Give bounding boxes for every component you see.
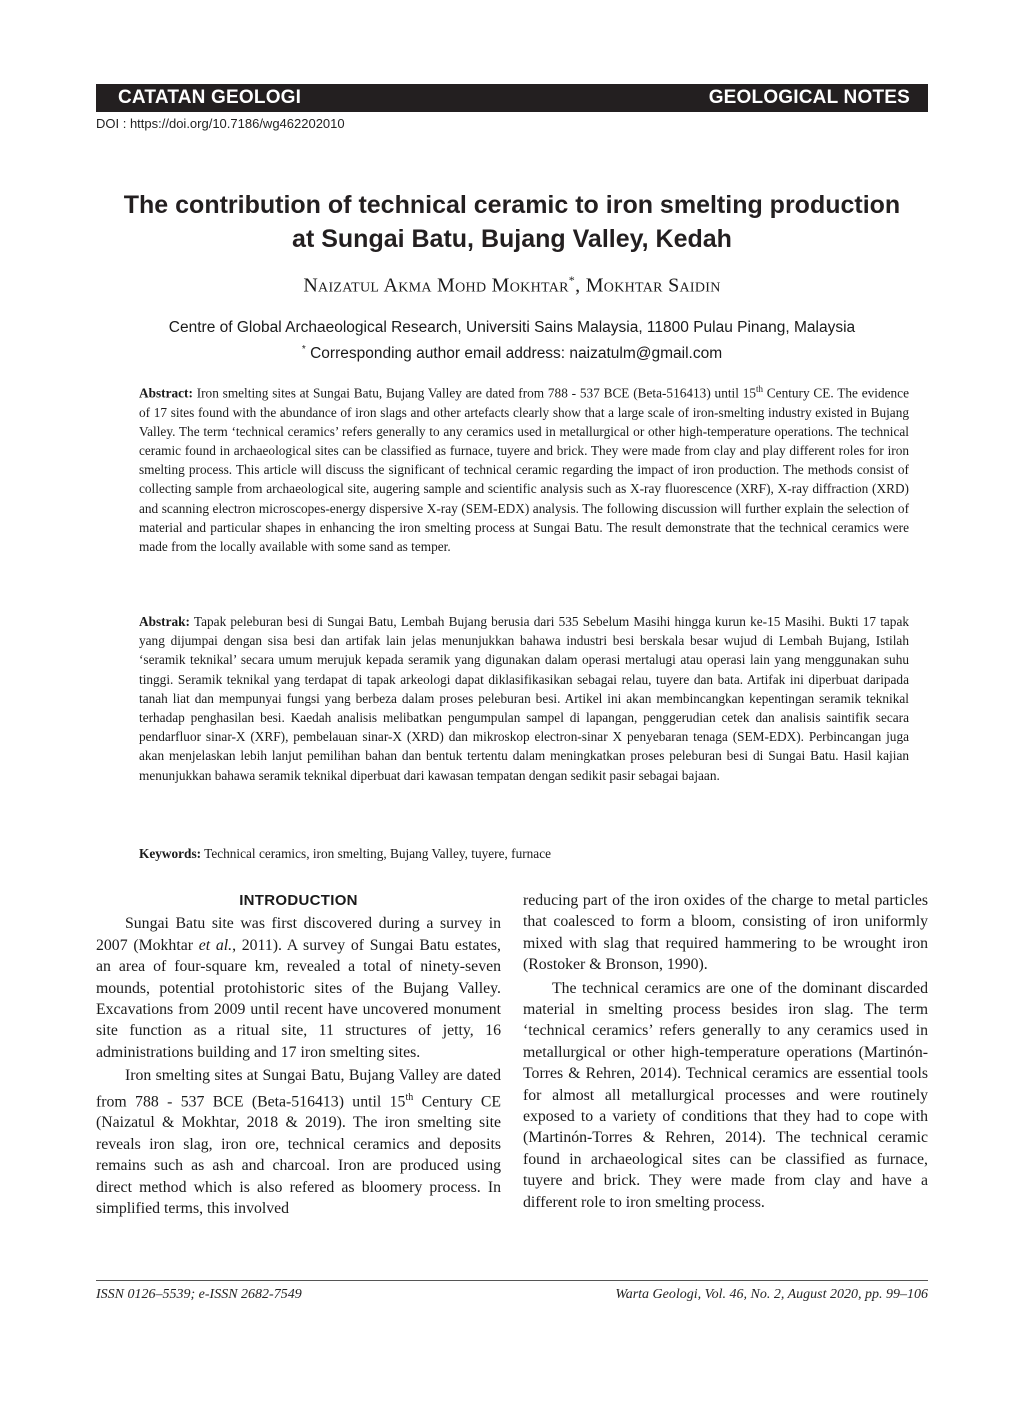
abstract-text-b: Century CE. The evidence of 17 sites found with the abundance of iron slags and other artefacts clearly show that a large scale of iron-smelting industry existed in Bujang Valley. The term ‘technical ceramics’ refers generally to any ceramics used in metallurgical or other high-temperature operations. The technical ceramic found in archaeological sites can be classified as furnace, tuyere and brick. They were made from clay and play different roles for iron smelting process. This article will discuss the significant of technical ceramic regarding the impact of iron production. The methods consist of collecting sample from archaeological site, augering sample and scientific analysis such as X-ray fluorescence (XRF), X-ray diffraction (XRD) and scanning electron microscopes-energy dispersive X-ray (SEM-EDX) analysis. The following discussion will further explain the selection of material and particular shapes in enhancing the iron smelting process at Sungai Batu. The result demonstrate that the technical ceramics were made from the locally available with some sand as temper. (139, 385, 909, 555)
keywords-text: Technical ceramics, iron smelting, Bujang Valley, tuyere, furnace (201, 846, 552, 861)
abstract-label: Abstract: (139, 385, 193, 401)
paragraph-text: Century CE (Naizatul & Mokhtar, 2018 & 2019). The iron smelting site reveals iron slag, iron ore, technical ceramics and deposits remains such as ash and charcoal. Iron are produced using direct method which is also refered as bloomery process. In simplified terms, this involved (96, 1092, 502, 1217)
journal-section-header (96, 84, 928, 112)
ordinal-sup: th (405, 1091, 414, 1103)
header-right-label: GEOLOGICAL NOTES (708, 87, 910, 108)
title-line-1: The contribution of technical ceramic to iron smelting production (123, 191, 901, 219)
corresponding-email: Corresponding author email address: naizatulm@gmail.com (305, 345, 723, 363)
header-left-label: CATATAN GEOLOGI (118, 87, 302, 108)
author-separator: , (575, 274, 586, 297)
paragraph (96, 913, 501, 1063)
paragraph-text: , 2011). A survey of Sungai Batu estates, an area of four-square km, revealed a total of ninety-seven mounds, potential protohistoric sites of the Bujang Valley. Excavations from 2009 until recent have uncovered monument site function as a ritual site, 11 structures of jetty, 16 administrations building and 17 iron smelting sites. (96, 936, 501, 1061)
affiliation-mark: * (301, 344, 306, 355)
corresponding-email-line (96, 339, 928, 365)
abstract-malay (139, 612, 909, 785)
affiliation (96, 317, 928, 365)
abstrak-label: Abstrak: (139, 614, 190, 629)
author-2: Mokhtar Saidin (585, 274, 721, 297)
footer-citation: Warta Geologi, Vol. 46, No. 2, August 2020, pp. 99–106 (615, 1287, 928, 1302)
paragraph: The technical ceramics are one of the dominant discarded material in smelting process besides iron slag. The term ‘technical ceramics’ refers generally to any ceramics used in metallurgical or other high-temperature operations (Martinón-Torres & Rehren, 2014). Technical ceramics are essential tools for almost all metallurgical processes and were routinely exposed to a variety of conditions that they had to cope with (Martinón-Torres & Rehren, 2014). The technical ceramic found in archaeological sites can be classified as furnace, tuyere and brick. They were made from clay and have a different role to iron smelting process. (523, 979, 928, 1211)
keywords (139, 844, 909, 863)
corresponding-mark: * (568, 273, 576, 287)
body-column-left (96, 890, 501, 1221)
abstrak-text: Tapak peleburan besi di Sungai Batu, Lembah Bujang berusia dari 535 Sebelum Masihi hingga kurun ke-15 Masihi. Bukti 17 tapak yang dijumpai dengan sisa besi dan artifak lain jelas menunjukkan bahawa industri besi berskala besar wujud di Lembah Bujang, Istilah ‘seramik teknikal’ secara umum merujuk kepada seramik yang digunakan dalam operasi mertalugi atau operasi lain yang menggunakan suhu tinggi. Seramik teknikal yang terdapat di tapak arkeologi dapat diklasifikasikan sebagai relau, tuyere dan bata. Artifak ini diperbuat daripada tanah liat dan mempunyai fungsi yang berbeza dalam proses peleburan besi. Artikel ini akan membincangkan kepentingan seramik teknikal terhadap penghasilan besi. Kaedah analisis melibatkan pengumpulan sampel di lapangan, penggerudian cetek dan analisis saintifik secara pendarfluor sinar-X (XRF), pembelauan sinar-X (XRD) dan mikroskop electron-sinar X penyebaran tenaga (SEM-EDX). Perbincangan juga akan menjelaskan lebih lanjut pemilihan bahan dan bentuk tertentu dalam meningkatkan proses peleburan besi di Sungai Batu. Hasil kajian menunjukkan bahawa seramik teknikal diperbuat dari kawasan tempatan dengan sedikit pasir sebagai bajaan. (139, 614, 909, 783)
author-list (96, 273, 928, 298)
author-1: Naizatul Akma Mohd Mokhtar (303, 274, 569, 297)
citation-et-al: et al. (198, 936, 233, 954)
footer-issn: ISSN 0126–5539; e-ISSN 2682-7549 (96, 1287, 302, 1302)
body-column-right (523, 890, 928, 1215)
section-heading-introduction: INTRODUCTION (239, 892, 358, 909)
keywords-label: Keywords: (139, 846, 202, 861)
affiliation-line: Centre of Global Archaeological Research, Universiti Sains Malaysia, 11800 Pulau Pinang, Malaysia (168, 319, 856, 336)
paragraph-text: Iron smelting sites at Sungai Batu, Bujang Valley are dated from 788 - 537 BCE (Beta-516413) until 15 (96, 1067, 501, 1110)
paper-title (80, 188, 944, 256)
paragraph-text: Sungai Batu site was first discovered during a survey in 2007 (Mokhtar (96, 915, 501, 954)
abstract-text-a: Iron smelting sites at Sungai Batu, Bujang Valley are dated from 788 - 537 BCE (Beta-516413) until 15 (192, 385, 756, 401)
footer-divider (96, 1280, 928, 1281)
paragraph: reducing part of the iron oxides of the charge to metal particles that coalesced to form a bloom, consisting of iron uniformly mixed with slag that required hammering to be wrought iron (Rostoker & Bronson, 1990). (523, 892, 928, 974)
paragraph (96, 1065, 501, 1219)
title-line-2: at Sungai Batu, Bujang Valley, Kedah (292, 225, 732, 253)
abstract-sup: th (756, 384, 764, 394)
doi-link[interactable]: DOI : https://doi.org/10.7186/wg462202010 (96, 116, 345, 131)
abstract-english (139, 380, 909, 556)
